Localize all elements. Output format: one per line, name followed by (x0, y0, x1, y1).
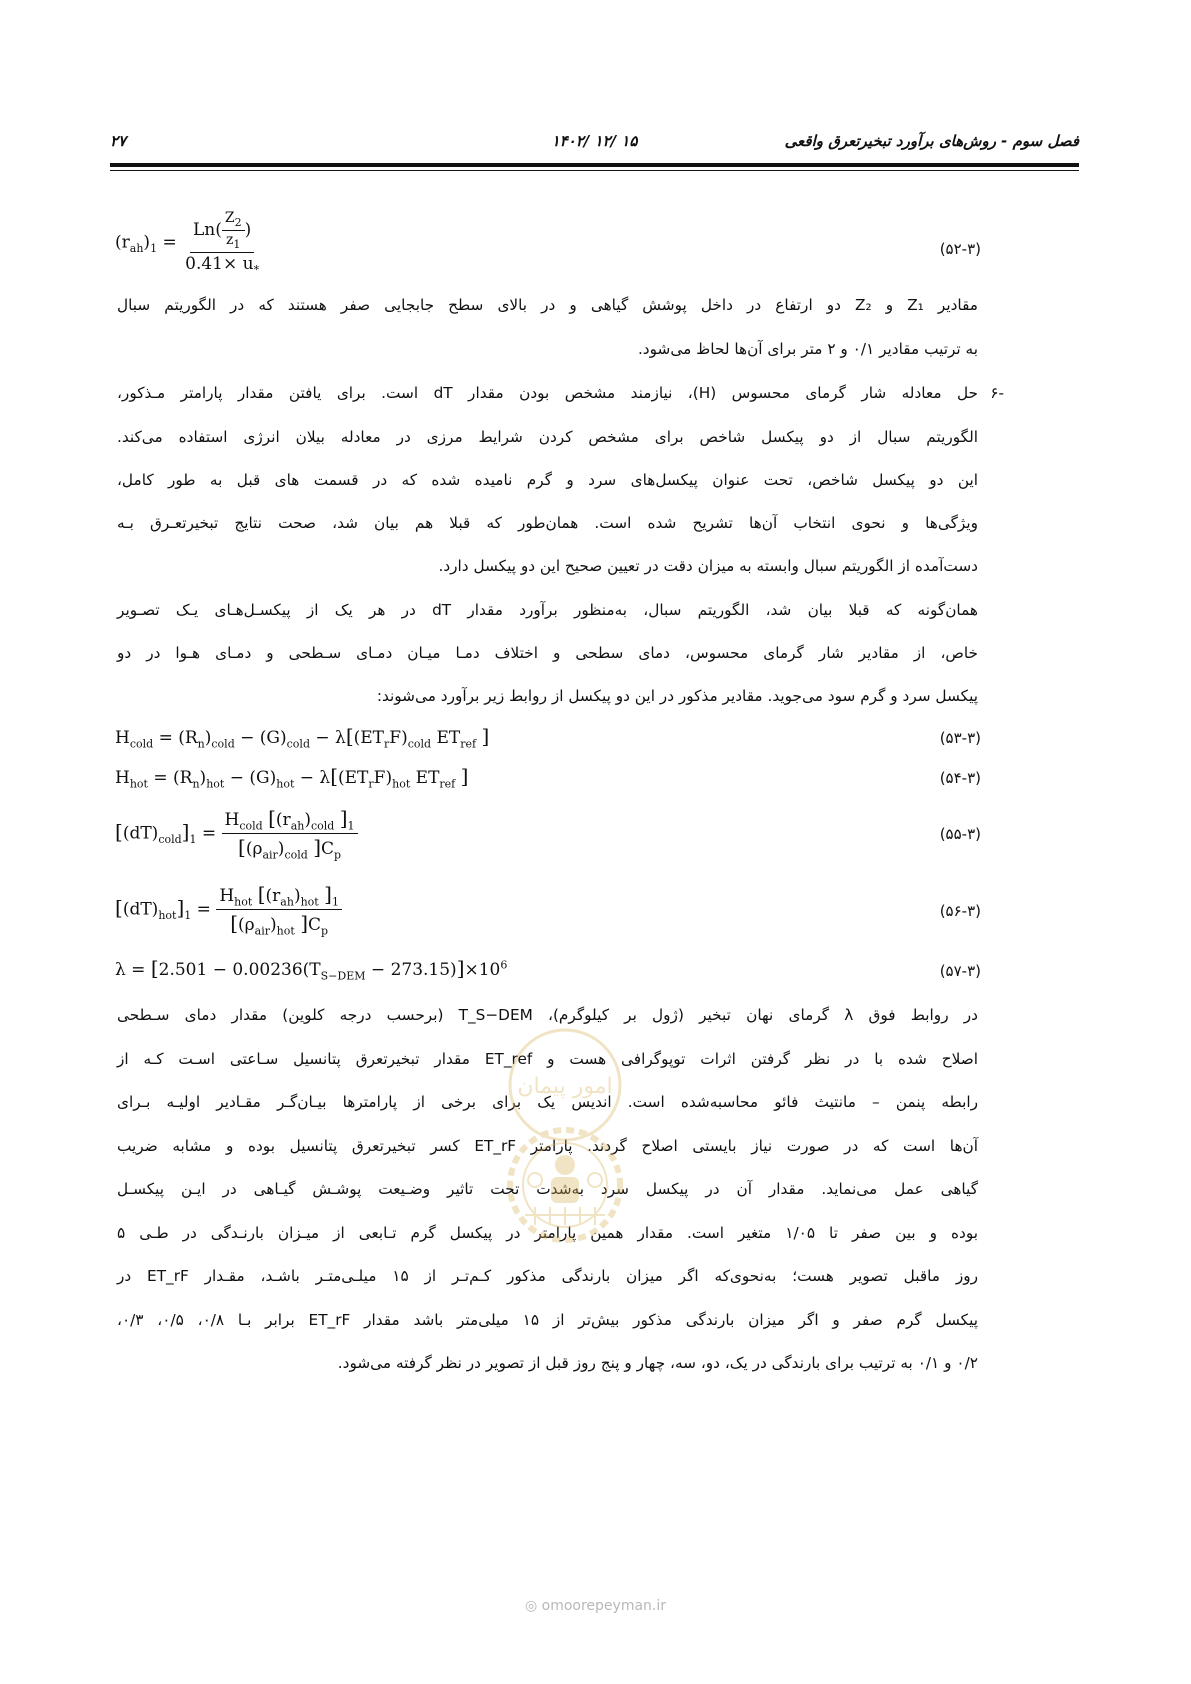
para2-line2: خاص، از مقادیر شار گرمای محسوس، دمای سطحی و اختلاف دمـا میـان دمـای سـطحی و دمـای هـوا در دو (117, 644, 978, 662)
equation-53: $H_{cold} = (R_n)_{cold} - (G)_{cold} - \lambda[(ET_rF)_{cold}$ $ET_{ref}$ ] (115, 724, 490, 751)
para3-line6: بوده و بین صفر تا ۱/۰۵ متغیر است. مقدار همین پارامتر در پیکسل گرم تـابعی از میـزان بارنـدگی در طـی ۵ (117, 1224, 979, 1242)
para3-line9: ۰/۲ و ۰/۱ به ترتیب برای بارندگی در یک، دو، سه، چهار و پنج روز قبل از تصویر در نظر گرفته می‌شود. (337, 1354, 978, 1372)
header-date: ۱۴۰۲/ ۱۲/ ۱۵ (551, 132, 638, 150)
equation-55: $[(dT)_{cold}]_1$ = $\frac{H_{cold} [(r_{ah})_{cold} ]_1}{[(\rho_{air})_{cold} ]C_p}$ (115, 806, 358, 862)
watermark-url-text: omoorepeyman.ir (541, 1598, 667, 1614)
item6-line4: ویژگی‌ها و نحوی انتخاب آن‌ها تشریح شده است. همان‌طور که قبلا هم بیان شد، صحت نتایج تبخیرتعـرق بـه (117, 514, 978, 532)
equation-number-56: (۵۶-۳) (939, 902, 981, 920)
watermark-logo (485, 1025, 645, 1250)
item6-line5: دست‌آمده از الگوریتم سبال وابسته به میزان دقت در تعیین صحیح این دو پیکسل دارد. (438, 557, 978, 575)
para3-line8: پیکسل گرم صفر و اگر میزان بارندگی مذکور بیش‌تر از ۱۵ میلی‌متر باشد مقدار ET_rF برابر بـا ۰/۸، ۰/۵، ۰/۳، (117, 1311, 978, 1329)
watermark-url (0, 1598, 1191, 1614)
para3-line5: گیاهی عمل می‌نماید. مقدار آن در پیکسل سرد به‌شدت تحت تاثیر وضـیعت پوشـش گیـاهی در ایـن پیکسـل (117, 1180, 978, 1198)
equation-number-54: (۵۴-۳) (939, 769, 981, 787)
para2-line3: پیکسل سرد و گرم سود می‌جوید. مقادیر مذکور در این دو پیکسل از روابط زیر برآورد می‌شوند: (376, 687, 978, 705)
item6-line3: این دو پیکسل شاخص، تحت عنوان پیکسل‌های سرد و گرم نامیده شده که در قسمت های قبل به طور کامل، (117, 471, 978, 489)
item6-line2: الگوریتم سبال از دو پیکسل شاخص برای مشخص کردن شرایط مرزی در معادله بیلان انرژی استفاده می‌کند. (117, 428, 978, 446)
equation-52: $(r_{ah})_1$ = Ln( $\frac{Z_2}{z_1}$ ) $0.41\times u_*$ (115, 210, 260, 276)
para3-line2: اصلاح شده با در نظر گرفتن اثرات توپوگرافی هست و ET_ref مقدار تبخیرتعرق پتانسیل سـاعتی اسـت کـه از (117, 1050, 978, 1068)
header-rule-thin (110, 170, 1079, 171)
para3-line7: روز ماقبل تصویر هست؛ به‌نحوی‌که اگر میزان بارندگی مذکور کـم‌تـر از ۱۵ میلـی‌متـر باشـد، مقـدار ET_rF در (117, 1267, 978, 1285)
para1-line1: مقادیر Z₁ و Z₂ دو ارتفاع در داخل پوشش گیاهی و در بالای سطح جابجایی صفر هستند که در الگوریتم سبال (117, 296, 978, 314)
para3-line1: در روابط فوق λ گرمای نهان تبخیر (ژول بر کیلوگرم)، T_S−DEM (برحسب درجه کلوین) مقدار دمای سـطحی (117, 1006, 978, 1024)
equation-57: $\lambda = [2.501 - 0.00236(T_{S-DEM} - 273.15)]\times 10^6$ (115, 956, 508, 983)
equation-56: $[(dT)_{hot}]_1$ = $\frac{H_{hot} [(r_{ah})_{hot} ]_1}{[(\rho_{air})_{hot} ]C_p}$ (115, 882, 342, 938)
equation-number-53: (۵۳-۳) (939, 729, 981, 747)
equation-number-57: (۵۷-۳) (939, 962, 981, 980)
para3-line4: آن‌ها است که در صورت نیاز بایستی اصلاح گردند. پارامتر ET_rF کسر تبخیرتعرق پتانسیل بوده و مشابه ضریب (117, 1137, 978, 1155)
equation-54: $H_{hot} = (R_n)_{hot} - (G)_{hot} - \lambda[(ET_rF)_{hot}$ $ET_{ref}$ ] (115, 764, 469, 791)
watermark-logo-text: امور پیمان (517, 1074, 613, 1099)
page-header (110, 132, 1079, 154)
item6-line1: حل معادله شار گرمای محسوس (H)، نیازمند مشخص بودن مقدار dT است. برای یافتن مقدار پارامتر مـذکور، (117, 384, 978, 402)
para2-line1: همان‌گونه که قبلا بیان شد، الگوریتم سبال، به‌منظور برآورد مقدار dT در هر یک از پیکسـل‌هـای یـک تصـویر (117, 601, 978, 619)
para3-line3: رابطه پنمن – مانتیث فائو محاسبه‌شده است. اندیس یک برای برخی از پارامترها بیـان‌گـر مقـادیر اولیـه بـرای (117, 1093, 978, 1111)
para1-line2: به ترتیب مقادیر ۰/۱ و ۲ متر برای آن‌ها لحاظ می‌شود. (637, 340, 978, 358)
list-marker-6: -۶ (990, 384, 1004, 402)
globe-icon: ◎ (524, 1598, 538, 1614)
header-rule-thick (110, 163, 1079, 167)
page-number: ۲۷ (110, 132, 127, 150)
chapter-title: فصل سوم - روش‌های برآورد تبخیرتعرق واقعی (784, 132, 1079, 150)
equation-number-55: (۵۵-۳) (939, 825, 981, 843)
equation-number-52: (۵۲-۳) (939, 240, 981, 258)
